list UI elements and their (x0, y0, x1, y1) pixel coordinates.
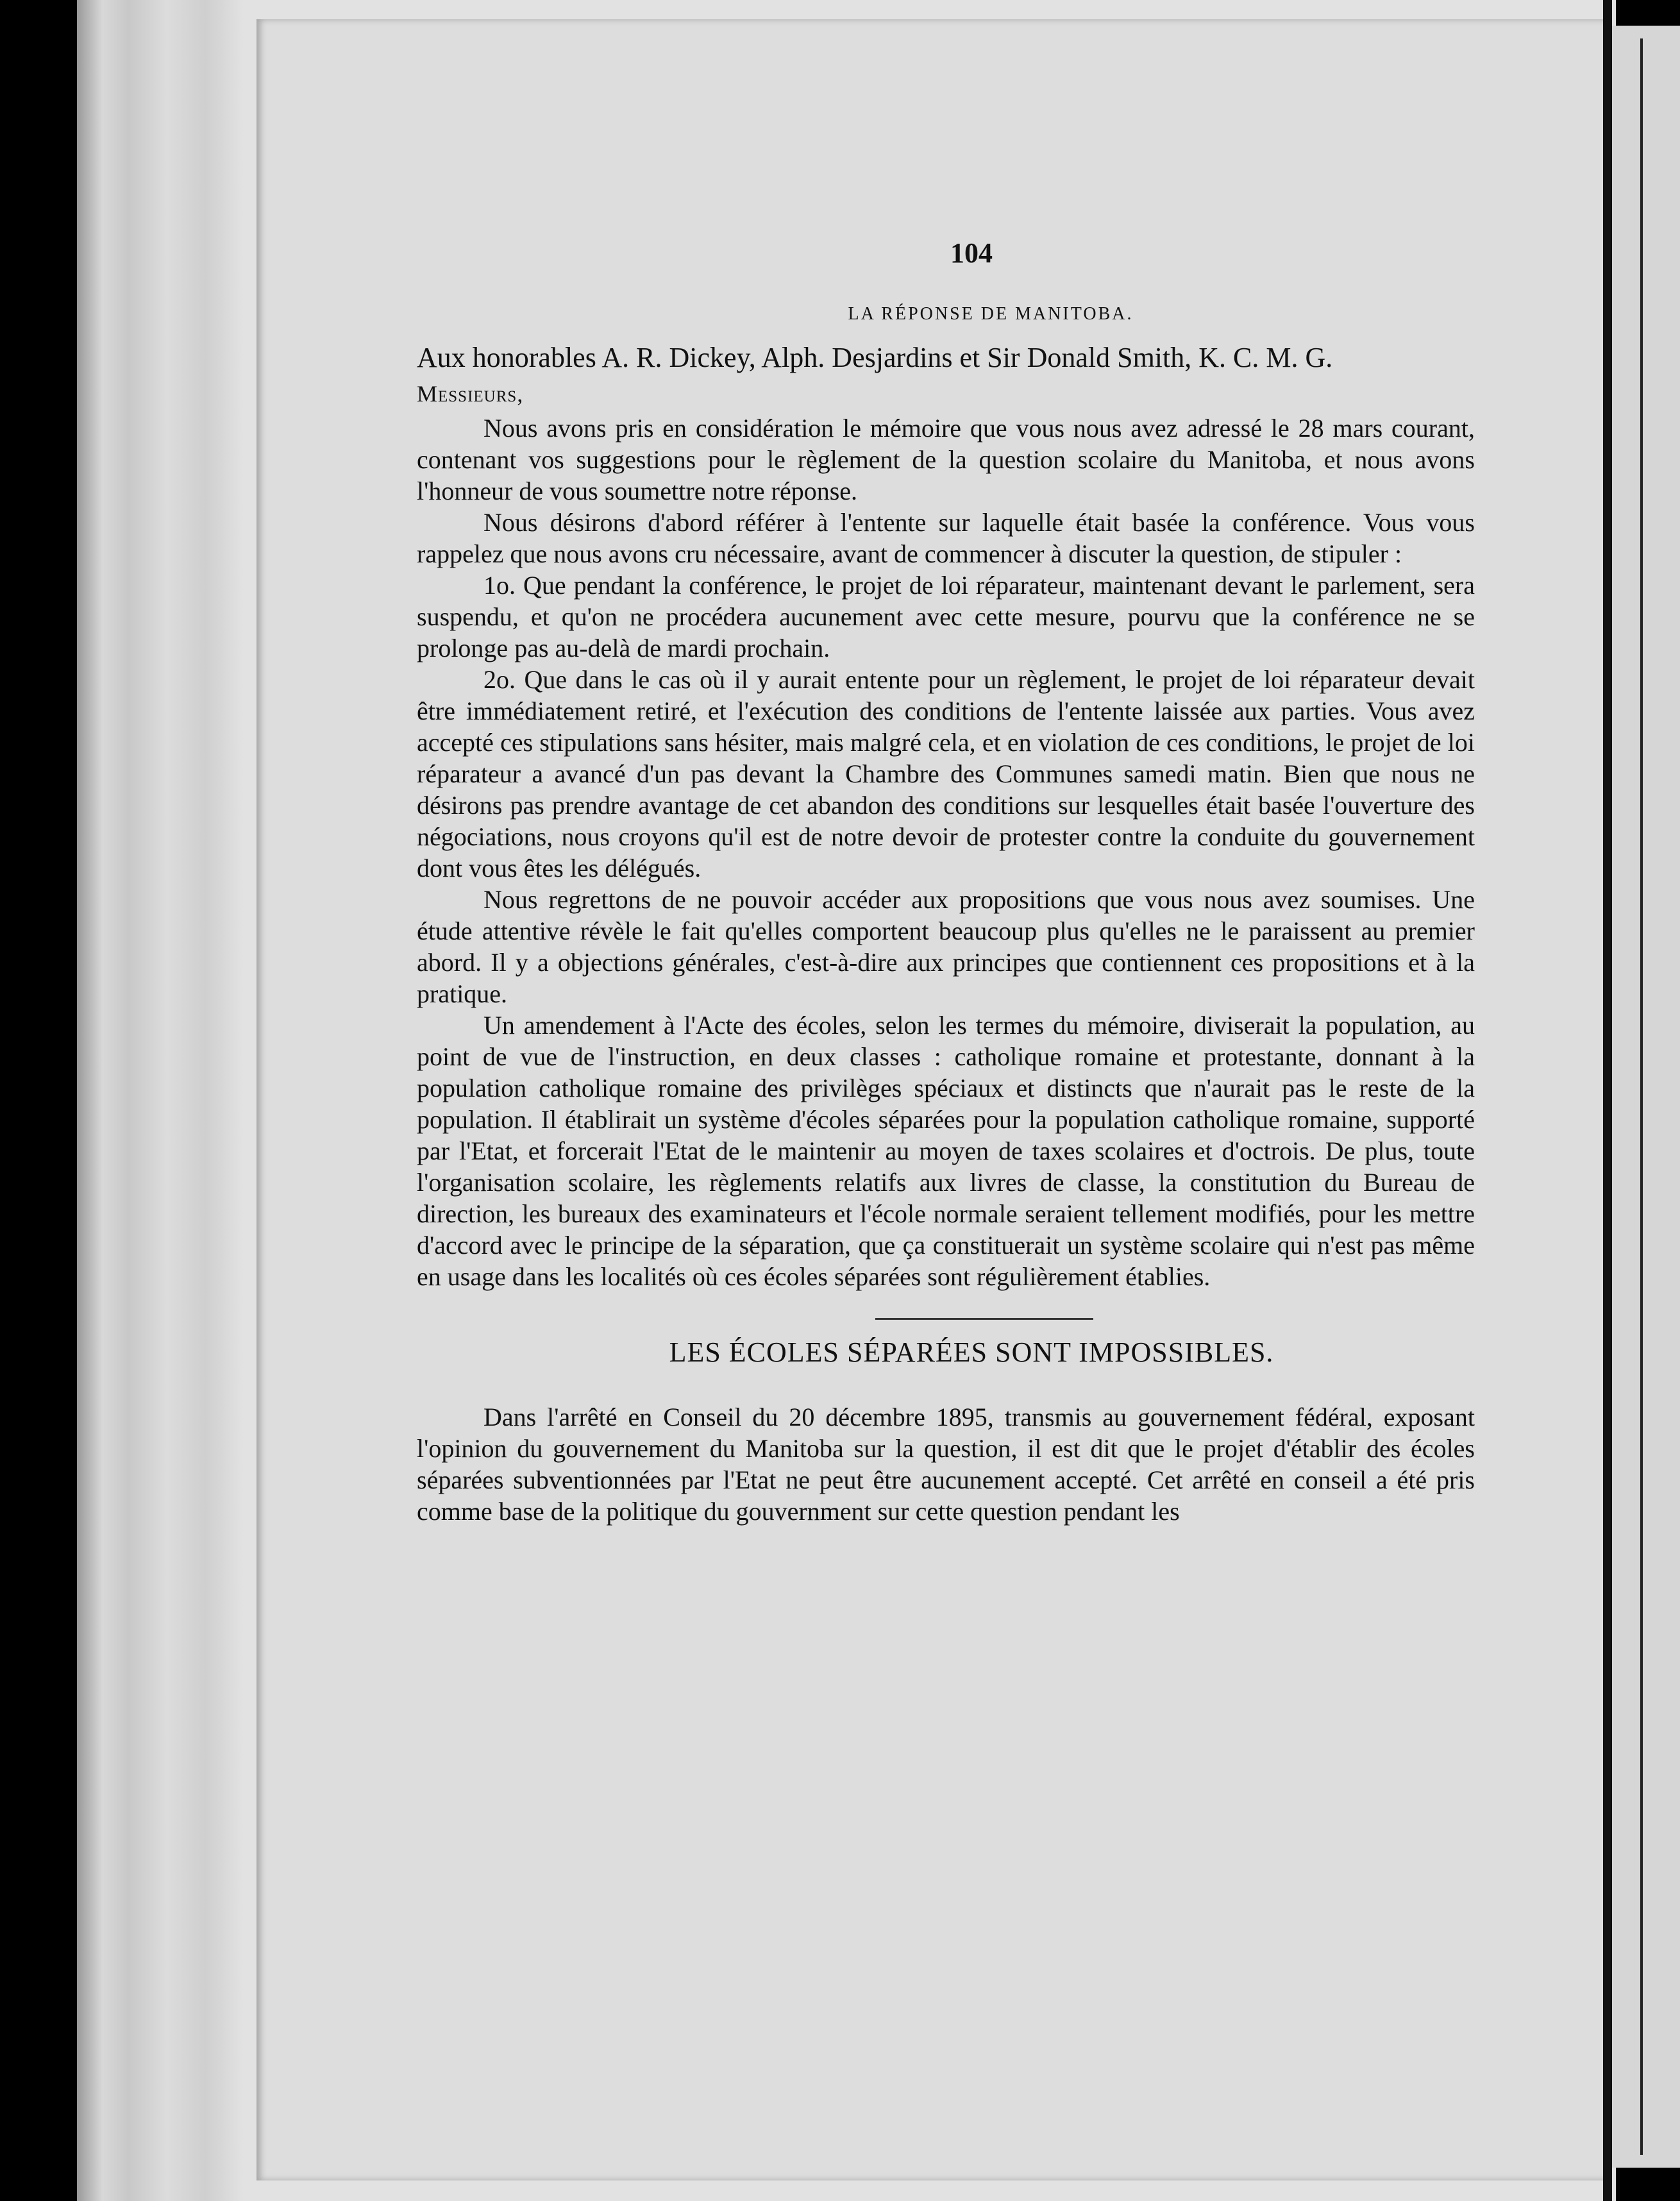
paragraph: Un amendement à l'Acte des écoles, selon les termes du mémoire, diviserait la population, au point de vue de l'instruction, en deux classes : catholique romaine et protestante, donnant à la population catholique romaine des privilèges spéciaux et distincts que n'aurait pas le reste de la population. Il établirait un système d'écoles séparées pour la population catholique romaine, supporté par l'Etat, et forcerait l'Etat de le maintenir au moyen de taxes scolaires et d'octrois. De plus, toute l'organisation scolaire, les règlements relatifs aux livres de classe, la constitution du Bureau de direction, les bureaux des examinateurs et l'école normale seraient tellement modifiés, pour les mettre d'accord avec le principe de la séparation, que ça constituerait un système scolaire qui n'est pas même en usage dans les localités où ces écoles séparées sont régulièrement établies. (417, 1011, 1475, 1291)
section-heading: LES ÉCOLES SÉPARÉES SONT IMPOSSIBLES. (669, 1337, 1274, 1368)
paragraph: Dans l'arrêté en Conseil du 20 décembre 1895, transmis au gouvernement fédéral, exposant l'opinion du gouvernement du Manitoba sur la question, il est dit que le projet d'établir des écoles séparées subventionnées par l'Etat ne peut être aucunement accepté. Cet arrêté en conseil a été pris comme base de la politique du gouvernment sur cette question pendant les (417, 1403, 1475, 1526)
gutter-shadow (1603, 0, 1612, 2201)
facing-page-edge (1612, 26, 1680, 2168)
section-divider (875, 1318, 1093, 1320)
facing-page-line (1640, 38, 1643, 2155)
running-title: LA RÉPONSE DE MANITOBA. (848, 304, 1134, 324)
letter-salutation: Messieurs, (417, 381, 524, 407)
page-text (417, 237, 1475, 1527)
paragraph-stipulation-1: 1o. Que pendant la conférence, le projet de loi réparateur, maintenant devant le parlement, sera suspendu, et qu'on ne procédera aucunement avec cette mesure, pourvu que la conférence ne se prolonge pas au-delà de mardi prochain. (417, 571, 1475, 662)
page-number: 104 (950, 237, 993, 269)
paragraph: Nous désirons d'abord référer à l'entente sur laquelle était basée la conférence. Vous vous rappelez que nous avons cru nécessaire, avant de commencer à discuter la question, de stipuler : (417, 508, 1475, 568)
letter-address: Aux honorables A. R. Dickey, Alph. Desjardins et Sir Donald Smith, K. C. M. G. (417, 342, 1333, 373)
paragraph: Nous avons pris en considération le mémoire que vous nous avez adressé le 28 mars courant, contenant vos suggestions pour le règlement de la question scolaire du Manitoba, et nous avons l'honneur de vous soumettre notre réponse. (417, 414, 1475, 505)
paragraph-stipulation-2: 2o. Que dans le cas où il y aurait entente pour un règlement, le projet de loi réparateur devait être immédiatement retiré, et l'exécution des conditions de l'entente laissée aux parties. Vous avez accepté ces stipulations sans hésiter, mais malgré cela, et en violation de ces conditions, le projet de loi réparateur a avancé d'un pas devant la Chambre des Communes samedi matin. Bien que nous ne désirons pas prendre avantage de cet abandon des conditions sur lesquelles était basée l'ouverture des négociations, nous croyons qu'il est de notre devoir de protester contre la conduite du gouvernement dont vous êtes les délégués. (417, 665, 1475, 882)
paragraph: Nous regrettons de ne pouvoir accéder aux propositions que vous nous avez soumises. Une étude attentive révèle le fait qu'elles comportent beaucoup plus qu'elles ne le paraissent au premier abord. Il y a objections générales, c'est-à-dire aux principes que contiennent ces propositions et à la pratique. (417, 885, 1475, 1008)
